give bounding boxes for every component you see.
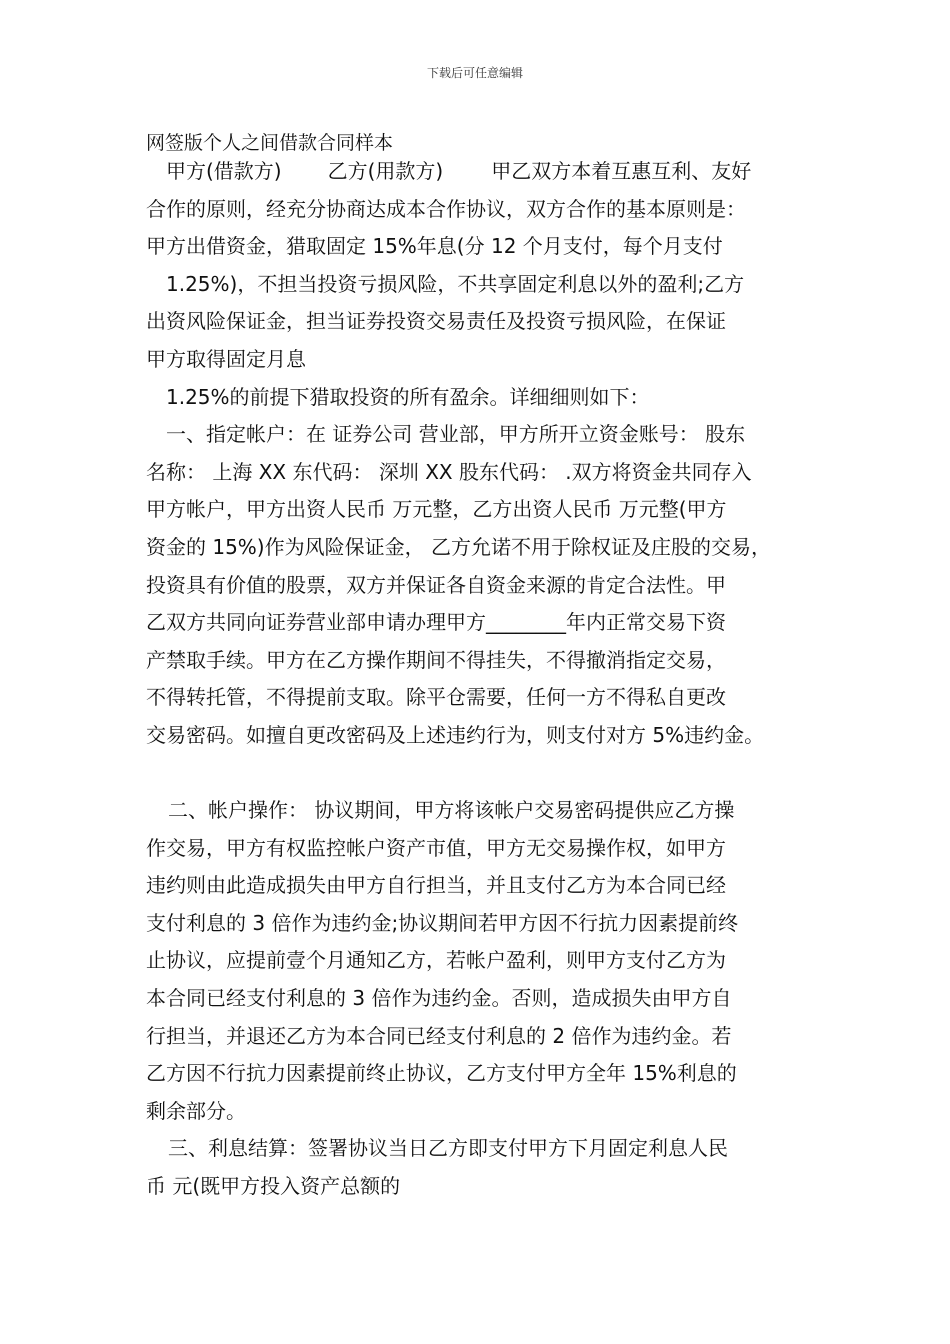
party-a-label: 甲方(借款方)	[166, 159, 282, 183]
body-line: 行担当，并退还乙方为本合同已经支付利息的 2 倍作为违约金。若	[146, 1023, 732, 1048]
paragraph-spacer	[146, 755, 826, 793]
body-line: 1.25%的前提下猎取投资的所有盈余。详细细则如下：	[166, 384, 650, 409]
section-3-heading-line: 三、利息结算：签署协议当日乙方即支付甲方下月固定利息人民	[168, 1136, 728, 1161]
body-line: 剩余部分。	[146, 1098, 246, 1123]
body-line: 作交易，甲方有权监控帐户资产市值，甲方无交易操作权，如甲方	[146, 835, 726, 860]
body-line: 违约则由此造成损失由甲方自行担当，并且支付乙方为本合同已经	[146, 873, 726, 898]
body-line: 交易密码。如擅自更改密码及上述违约行为，则支付对方 5%违约金。	[146, 722, 765, 747]
body-line: 不得转托管，不得提前支取。除平仓需要，任何一方不得私自更改	[146, 685, 726, 710]
body-line: 甲方帐户，甲方出资人民币 万元整，乙方出资人民币 万元整(甲方	[146, 497, 727, 522]
body-line: 投资具有价值的股票，双方并保证各自资金来源的肯定合法性。甲	[146, 572, 726, 597]
party-b-label: 乙方(用款方)	[327, 159, 444, 183]
body-line: 本合同已经支付利息的 3 倍作为违约金。否则，造成损失由甲方自	[146, 986, 732, 1011]
body-line: 资金的 15%)作为风险保证金， 乙方允诺不用于除权证及庄股的交易，	[146, 534, 771, 559]
section-1-heading-line: 一、指定帐户：在 证券公司 营业部，甲方所开立资金账号： 股东	[166, 422, 746, 447]
body-line: 甲乙双方本着互惠互利、友好	[491, 159, 752, 183]
document-title: 网签版个人之间借款合同样本	[146, 132, 394, 154]
body-line: 合作的原则，经充分协商达成本合作协议，双方合作的基本原则是：	[146, 196, 746, 221]
body-line: 支付利息的 3 倍作为违约金;协议期间若甲方因不行抗力因素提前终	[146, 910, 739, 935]
body-line: 甲方出借资金，猎取固定 15%年息(分 12 个月支付，每个月支付	[146, 234, 723, 259]
body-line: 1.25%)，不担当投资亏损风险，不共享固定利息以外的盈利;乙方	[166, 271, 745, 296]
body-line: 名称： 上海 XX 东代码： 深圳 XX 股东代码： .双方将资金共同存入	[146, 459, 752, 484]
body-line: 甲方取得固定月息	[146, 346, 306, 371]
section-2-heading-line: 二、帐户操作： 协议期间，甲方将该帐户交易密码提供应乙方操	[168, 798, 735, 823]
body-line: 产禁取手续。甲方在乙方操作期间不得挂失，不得撤消指定交易，	[146, 647, 726, 672]
body-line: 币 元(既甲方投入资产总额的	[146, 1174, 401, 1199]
page-header: 下载后可任意编辑	[426, 66, 523, 80]
body-line: 乙双方共同向证券营业部申请办理甲方________年内正常交易下资	[146, 610, 726, 635]
body-line: 乙方因不行抗力因素提前终止协议，乙方支付甲方全年 15%利息的	[146, 1061, 737, 1086]
body-line: 止协议，应提前壹个月通知乙方，若帐户盈利，则甲方支付乙方为	[146, 948, 726, 973]
document-body	[146, 153, 826, 1206]
parties-line	[146, 153, 826, 191]
body-line: 出资风险保证金，担当证券投资交易责任及投资亏损风险，在保证	[146, 309, 726, 334]
